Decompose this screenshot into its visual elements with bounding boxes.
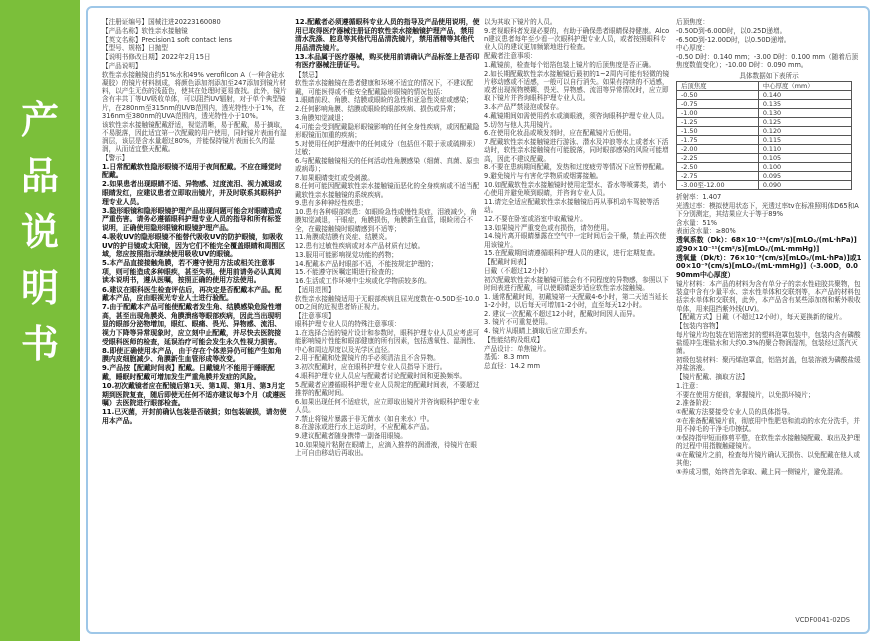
paragraph: 5.切勿与他人共用镜片。 bbox=[484, 120, 557, 129]
paragraph: 中心厚度： bbox=[676, 44, 709, 53]
paragraph: 14.配戴本产品时眼部不适，不能按规定护理的； bbox=[295, 259, 438, 268]
table-row bbox=[677, 126, 852, 135]
paragraph: ③保持指甲短而修剪平整，在软性亲水接触镜配戴、取出及护理的过程中用指腹触碰镜片。 bbox=[676, 433, 860, 451]
paragraph: 10.患有各种眼部疾患：如眼睑急性或慢性炎症，泪液减少，角膜知觉减退，干眼症，角膜损伤，角膜新生血管，眼睑闭合不全，在戴接触镜时眼睛感到不适等； bbox=[295, 208, 477, 233]
paragraph: 9.避免镜片与有害化学物质或烟雾接触。 bbox=[484, 172, 603, 180]
paragraph: 1.注意： bbox=[676, 381, 703, 390]
title-char: 书 bbox=[20, 322, 59, 366]
power-cell: -1.25 bbox=[677, 117, 759, 126]
paragraph: 6.与配戴接触镜相关的任何活动性角膜感染（细菌、真菌、原虫或病毒）； bbox=[295, 156, 480, 173]
paragraph: 7.禁止将镜片暴露于非无菌水（如自来水）中。 bbox=[295, 414, 434, 423]
paragraph: 11.角膜或结膜有炎症、结膜炎。 bbox=[295, 233, 392, 242]
paragraph: 【英文名称】Precision1 soft contact lens bbox=[102, 35, 232, 44]
paragraph: 1.眼睛前段、角膜、结膜或眼睑的急性和亚急性炎症或感染； bbox=[295, 96, 473, 105]
document-title bbox=[0, 92, 80, 372]
table-row bbox=[677, 171, 852, 180]
power-cell: -3.00至-12.00 bbox=[677, 180, 759, 189]
column-4-bottom bbox=[676, 193, 862, 476]
paragraph: 13.本品属于医疗器械，购买使用前请确认产品标签上是否印有医疗器械注册证号。 bbox=[295, 52, 480, 70]
title-char: 品 bbox=[20, 154, 59, 198]
paragraph: 软性亲水接触镜由约51%水和49% verofilcon A（一种含硅水凝胶）的镜片材料制成，将颜色添加剂添加至247添加到镜片材料，以产生无伤的浅蓝色，使其在处理时更易查找。此外，镜片含有丰共丁等UV吸收单体，可以阻挡UV辐射，对于单个典型镜片，在280nm至315nm的UVB范围内，透光特性小于1%，在316nm至380nm的UVA范围内，透光特性小于10%。 bbox=[102, 70, 287, 120]
paragraph: 9.建议配戴者随身携带一副备用眼镜。 bbox=[295, 432, 407, 441]
paragraph: 12.患有过敏性疾病或对本产品材质有过敏。 bbox=[295, 242, 425, 251]
thickness-cell: 0.100 bbox=[758, 162, 851, 171]
thickness-cell: 0.135 bbox=[758, 99, 851, 108]
paragraph: 14.镜片离开眼睛暴露在空气中一定时间后会干燥，禁止再次使用该镜片。 bbox=[484, 232, 666, 249]
paragraph: 1.日常配戴软性隐形眼镜不适用于夜间配戴。不应在睡觉时配戴。 bbox=[102, 162, 282, 180]
title-sidebar bbox=[0, 0, 80, 641]
table-row bbox=[677, 144, 852, 153]
paragraph: 3. 镜片不可重复使用。 bbox=[484, 318, 552, 327]
table-row bbox=[677, 90, 852, 99]
paragraph: ④在戴镜片之前，检查每片镜片确认无损伤、以免配戴在他人或其他； bbox=[676, 450, 860, 468]
thickness-cell: 0.090 bbox=[758, 180, 851, 189]
paragraph: 8.在游泳或进行水上运动时，不应配戴本产品。 bbox=[295, 423, 434, 432]
power-cell: -1.75 bbox=[677, 135, 759, 144]
paragraph: 1.在选择合适的镜片设计和参数时，眼科护理专业人员应考虑可能影响镜片性能和眼部健康的所有因素，包括透氧性、湿润性、中心和周边厚度以及光学区直径。 bbox=[295, 329, 480, 354]
paragraph: 产品设计：单焦镜片。 bbox=[484, 344, 550, 353]
paragraph: 2.准备阶段： bbox=[676, 399, 716, 408]
spec-header-power: 后顶焦度 bbox=[677, 81, 759, 90]
paragraph: 透氧量（Dk/t）：76×10⁻⁹(cm/s)[mLO₂/(mL·hPa)]或100×10⁻⁹(cm/s)[mLO₂/(mL·mmHg)]（-3.00D，0.090mm中心厚度） bbox=[676, 253, 862, 279]
paragraph: 1. 通常配戴时间，初戴镜第一天配戴4-6小时，第二天适当延长1-2小时，以后每天可增加1-2小时，直至每天12小时。 bbox=[484, 292, 668, 309]
paragraph: 2. 建议一次配戴不超过12小时，配戴时间因人而异。 bbox=[484, 309, 640, 318]
paragraph: 软性亲水接触镜在患者健康和环境不适宜的情况下，不建议配戴，可能医得或不能安全配戴隐形眼镜的情况包括： bbox=[295, 79, 474, 96]
power-cell: -2.75 bbox=[677, 171, 759, 180]
paragraph: 6.如果出现任何不适症状，应立即取出镜片并咨询眼科护理专业人员。 bbox=[295, 397, 480, 414]
paragraph: 眼科护理专业人员的特殊注意事项： bbox=[295, 320, 401, 329]
table-row bbox=[677, 99, 852, 108]
paragraph: 10.如配戴软性亲水接触镜时使用定型水、香水等喷雾类，请小心使用并避免喷到眼睛，并咨询专业人员。 bbox=[484, 180, 666, 197]
paragraph: 5.对使用任何护理液中的任何成分（包括但不限于汞或硫柳汞）过敏； bbox=[295, 139, 480, 156]
paragraph: 4.眼科护理专业人员应与配戴者讨论配戴时间和更换频率。 bbox=[295, 371, 467, 380]
paragraph: ①配戴方法要接受专业人员的具体指导。 bbox=[676, 408, 795, 417]
paragraph: 不要在使用方便前，掌握镜片，以免损坏镜片； bbox=[676, 390, 815, 399]
table-row bbox=[677, 153, 852, 162]
power-cell: -0.75 bbox=[677, 99, 759, 108]
paragraph: 2.如长期配戴软性亲水接触镜后最初的1~2周内可能有轻微的镜片移动感或不适感，一般可以自行消失。如果有持续的不适感，或者出现视物模糊、畏光、异物感、流泪等异常情况时，应立即取下镜片并咨询眼科护理专业人员。 bbox=[484, 69, 670, 103]
paragraph: 初级包装材料：聚丙烯泡罩盒，铝箔封盖，包装溶液为磷酸盐缓冲盐溶液。 bbox=[676, 356, 861, 373]
paragraph: 每片镜片均包装在铝箔密封的塑料泡罩包装中，包装内含有磷酸盐缓冲生理盐水和大约0.3%的聚合物润湿剂，包装经过蒸汽灭菌。 bbox=[676, 330, 861, 356]
paragraph: 后顶焦度： bbox=[676, 18, 709, 26]
thickness-cell: 0.125 bbox=[758, 117, 851, 126]
title-char: 说 bbox=[20, 210, 59, 254]
paragraph: 初次配戴软性亲水接触镜可能会有不同程度的异物感，参照以下时间表进行配戴，可以使眼睛逐步适应软性亲水接触镜。 bbox=[484, 275, 669, 292]
paragraph: 4. 镜片从眼睛上摘取后应立即丢弃。 bbox=[484, 327, 592, 335]
paragraph: 8.不要在患病期间配戴，发热和过度疲劳等情况下应暂停配戴。 bbox=[484, 163, 669, 172]
paragraph: 7.配戴软性亲水接触镜进行游泳、潜水及冲浪等水上或者水下活动时，软性亲水接触镜有可能脱落，同时眼部感染的风险可能增高，因此不建议配戴。 bbox=[484, 138, 669, 163]
paragraph: 15.在配戴期间请遵循眼科护理人员的建议，进行定期复查。 bbox=[484, 249, 660, 258]
paragraph: 【产品名称】软性亲水接触镜 bbox=[102, 26, 188, 35]
text-column-4 bbox=[676, 18, 862, 610]
title-char: 明 bbox=[20, 266, 59, 310]
paragraph: 10.初次戴镜者应在配镜后第1天、第1周、第1月、第3月定期到医院复查，随后即使无任何不适亦建议每3个月（或遵医嘱）去医院进行眼部检查。 bbox=[102, 382, 286, 408]
paragraph: 10.如果镜片粘附在眼睛上，应滴入推荐的润滑液，待镜片在眼上可自由移动后再取出。 bbox=[295, 440, 477, 458]
paragraph: 3.角膜知觉减退； bbox=[295, 113, 348, 122]
thickness-cell: 0.110 bbox=[758, 144, 851, 153]
paragraph: 2.如果患者出现眼睛不适、异物感、过度流泪、视力减退或眼睛发红，应建议患者立即取出镜片，并及时联系其眼科护理专业人员。 bbox=[102, 180, 282, 206]
paragraph: 11.已灭菌，开封前确认包装是否破损；如包装破损，请勿使用本产品。 bbox=[102, 408, 287, 425]
power-cell: -0.50 bbox=[677, 90, 759, 99]
document-code: VCDF0041-02DS bbox=[795, 616, 850, 624]
table-row bbox=[677, 117, 852, 126]
text-column-3 bbox=[484, 18, 670, 610]
paragraph: 9.产品按【配戴时间表】配戴。日戴镜片不能用于睡眠配戴，睡眠时配戴可增加发生严重角膜并发症的风险。 bbox=[102, 364, 275, 381]
paragraph: 1.戴镜前，检查每个铝箔包装上镜片的后顶焦度是否正确。 bbox=[484, 60, 656, 69]
title-char: 产 bbox=[20, 98, 59, 142]
paragraph: 光透过率：模拟使用状态下，光透过率tv在标准照明体D65和A下分别测定，其结果应大于等于89% bbox=[676, 201, 859, 218]
power-cell: -2.50 bbox=[677, 162, 759, 171]
paragraph: 9.老视眼科者发现必要的，有助于确保患者眼睛保持健康。Alcon建议患者每年至少看一次眼科护理专业人员，或者按照眼科专业人员的建议更加频繁地进行检查。 bbox=[484, 26, 670, 52]
spec-table-header-row bbox=[677, 81, 852, 90]
paragraph: 总直径：14.2 mm bbox=[484, 362, 540, 370]
paragraph: 7.如果眼睛变红或受刺激。 bbox=[295, 173, 374, 182]
paragraph: 4.可能会受到配戴隐形眼镜影响的任何全身性疾病，或因配戴隐形眼镜而加重的疾病； bbox=[295, 122, 480, 139]
spec-table-caption: 具体数据如下表所示 bbox=[739, 71, 799, 80]
paragraph: 3.初次配戴时，应在眼科护理专业人员指导下进行。 bbox=[295, 363, 447, 372]
paragraph: 【产品说明】 bbox=[102, 61, 142, 70]
table-row bbox=[677, 108, 852, 117]
thickness-cell: 0.140 bbox=[758, 90, 851, 99]
paragraph: 7.由于配戴本产品可能使配戴者发生角、结膜感染危险性增高，甚至出现角膜炎、角膜溃疡等眼部疾病，因此当出现明显的眼部分泌物增加，眼红、眼痛、畏光、异物感、流泪、视力下降等异常现象时，应立刻中止配戴，并尽快去医院接受眼科医师的检查，延误治疗可能会发生永久性视力损害。 bbox=[102, 303, 282, 346]
paragraph: 含水量：51% bbox=[676, 218, 718, 227]
paragraph: 【配戴方式】日戴（不超过12小时），每天更换新的镜片。 bbox=[676, 313, 846, 322]
paragraph: 【性能结构及组成】 bbox=[484, 335, 544, 344]
paragraph: 【说明书修改日期】2022年2月15日 bbox=[102, 53, 211, 61]
table-row bbox=[677, 135, 852, 144]
paragraph: 日戴（不超过12小时） bbox=[484, 266, 552, 275]
thickness-cell: 0.120 bbox=[758, 126, 851, 135]
thickness-cell: 0.130 bbox=[758, 108, 851, 117]
text-column-1 bbox=[102, 18, 288, 610]
paragraph: 11.请完全适应配戴软性亲水接触镜后再从事机动车驾驶等活动。 bbox=[484, 197, 660, 214]
paragraph: 表面含水量：≥80% bbox=[676, 227, 736, 236]
paragraph: 【禁忌】 bbox=[295, 70, 322, 79]
instruction-sheet bbox=[86, 6, 870, 634]
paragraph: ②在准备配戴镜片前，彻底用中性肥皂和流动的水充分洗手，并用不掉毛的干净毛巾擦拭。 bbox=[676, 416, 860, 434]
paragraph: 【适用范围】 bbox=[295, 285, 335, 294]
paragraph: 4.吸收UV的隐形眼镜不能替代吸收UV的防护眼镜，如吸收UV的护目镜或太阳镜，因为它们不能完全覆盖眼睛和周围区域，您应按照指示继续使用吸收UV的眼镜。 bbox=[102, 233, 286, 259]
paragraph: 【型号、规格】日抛型 bbox=[102, 44, 168, 53]
column-4-top bbox=[676, 18, 862, 70]
paragraph: 13.如果镜片严重变色或有损伤，请勿使用。 bbox=[484, 223, 614, 232]
paragraph: 6.在使用化妆品或喷发剂时，应在配戴镜片后使用。 bbox=[484, 129, 636, 138]
paragraph: 配戴者注意事项： bbox=[484, 52, 537, 60]
paragraph: 【镜片配戴、摘取方法】 bbox=[676, 373, 749, 382]
paragraph: 3.本产品严禁浸泡或保存。 bbox=[484, 103, 563, 111]
power-cell: -1.50 bbox=[677, 126, 759, 135]
paragraph: 透氧系数（Dk）：68×10⁻¹¹(cm²/s)[mLO₂/(mL·hPa)]或90×10⁻¹¹(cm²/s)[mLO₂/(mL·mmHg)] bbox=[676, 236, 857, 253]
paragraph: ⑤养成习惯，始终首先拿取、戴上同一侧镜片，避免混淆。 bbox=[676, 467, 847, 476]
spec-table bbox=[676, 81, 852, 190]
power-cell: -2.25 bbox=[677, 153, 759, 162]
paragraph: 镜片材料：本产品的材料为含有单分子的亲水性硅胶共聚物，包装盒中含有少量平水、亲水性单体和交联剂等，本产品的材料包括亲水单体和交联剂，此外，本产品含有某些添加剂和紫外吸收单体，用来阻挡紫外线(UV)。 bbox=[676, 279, 861, 313]
paragraph: 【包装内容物】 bbox=[676, 322, 723, 331]
thickness-cell: 0.105 bbox=[758, 153, 851, 162]
paragraph: 软性亲水接触镜适用于无眼部疾病且屈光度数在-0.50D至-10.00D之间的近视患者矫正视力。 bbox=[295, 294, 480, 311]
paragraph: 13.服用可能影响视觉功能的药物； bbox=[295, 250, 398, 259]
paragraph: 15.不能遵守医嘱定期进行检查的； bbox=[295, 268, 398, 277]
paragraph: 3.隐形眼镜和隐形眼镜护理产品出现问题可能会对眼睛造成严重伤害。请务必遵循眼科护理专业人员的指导和所有标签说明，正确使用隐形眼镜和眼镜护理产品。 bbox=[102, 206, 282, 232]
paragraph: 【注册证编号】国械注进20223160080 bbox=[102, 18, 221, 26]
paragraph: 8.任何可能因配戴软性亲水接触镜而恶化的全身疾病或不适当配戴软性亲水接触镜的系统疾病。 bbox=[295, 182, 480, 199]
paragraph: 4.戴镜期间如需使用药水或滴眼液，须咨询眼科护理专业人员。 bbox=[484, 111, 669, 120]
paragraph: -0.50 D时：0.140 mm；-3.00 D时：0.100 mm（随着后顶焦度数值变化）；-10.00 D时：0.090 mm。 bbox=[676, 53, 859, 70]
paragraph: 16.生活或工作环境中尘埃或化学物质较多的。 bbox=[295, 277, 431, 286]
paragraph: -0.50D到-6.00D时，以0.25D递增。 bbox=[676, 26, 787, 35]
power-cell: -1.00 bbox=[677, 108, 759, 117]
paragraph: 12.配戴者必须遵循眼科专业人员的指导及产品使用说明，使用已取得医疗器械注册证的软性亲水接触镜护理产品，禁用清水洗涤、腔息等其他代用品清洗镜片，禁用酒精等其他代用品清洗镜片。 bbox=[295, 18, 480, 52]
paragraph: 基弧：8.3 mm bbox=[484, 353, 530, 362]
paragraph: 【警示】 bbox=[102, 154, 129, 162]
text-column-2 bbox=[295, 18, 481, 610]
paragraph: 5.配戴者应遵循眼科护理专业人员规定的配戴时间表，不要超过推荐的配戴时间。 bbox=[295, 380, 480, 397]
paragraph: 该软性亲水接触镜配戴舒适，视觉清晰，易于配戴，易于摘取，不易脱落，因此适宜第一次配戴的用户使用，同时镜片表面有湿润层，该层是含水量超过80%，并能保持镜片表面长久的湿润，从而适宜整天配戴。 bbox=[102, 120, 287, 154]
paragraph: 5.本产品直接接触角膜，若不遵守使用方法或相关注意事项，则可能造成多种眼疾，甚至失明。使用前请务必认真阅读本说明书，遵从医嘱，按照正确的使用方法使用。 bbox=[102, 259, 282, 285]
paragraph: 【配戴时间表】 bbox=[484, 258, 531, 266]
paragraph: 8.即使正确使用本产品，由于存在个体差异仍可能产生如角膜内皮细胞减少、角膜新生血管形成等改变。 bbox=[102, 346, 282, 364]
thickness-cell: 0.115 bbox=[758, 135, 851, 144]
paragraph: 以为其取下镜片的人员。 bbox=[484, 18, 557, 26]
paragraph: 【注意事项】 bbox=[295, 311, 335, 320]
paragraph: 2.用于配戴和处置镜片的手必须清洁且不含异物。 bbox=[295, 354, 440, 363]
spec-header-thickness: 中心厚度（mm） bbox=[758, 81, 851, 90]
table-row bbox=[677, 162, 852, 171]
table-row bbox=[677, 180, 852, 189]
paragraph: 6.建议在眼科医生检查评估后，再决定是否配戴本产品。配戴本产品，应由眼视光专业人士进行验配。 bbox=[102, 285, 282, 303]
thickness-cell: 0.095 bbox=[758, 171, 851, 180]
paragraph: 12.不要在卧室或浴室中取戴镜片。 bbox=[484, 214, 587, 223]
paragraph: -6.50D到-12.00D时，以0.50D递增。 bbox=[676, 35, 791, 44]
power-cell: -2.00 bbox=[677, 144, 759, 153]
paragraph: 2.任何影响角膜、结膜或眼睑的眼部疾病、损伤或异常； bbox=[295, 105, 460, 114]
paragraph: 折射率：1.407 bbox=[676, 192, 722, 201]
paragraph: 9.患有多种神经性疾患； bbox=[295, 199, 368, 208]
